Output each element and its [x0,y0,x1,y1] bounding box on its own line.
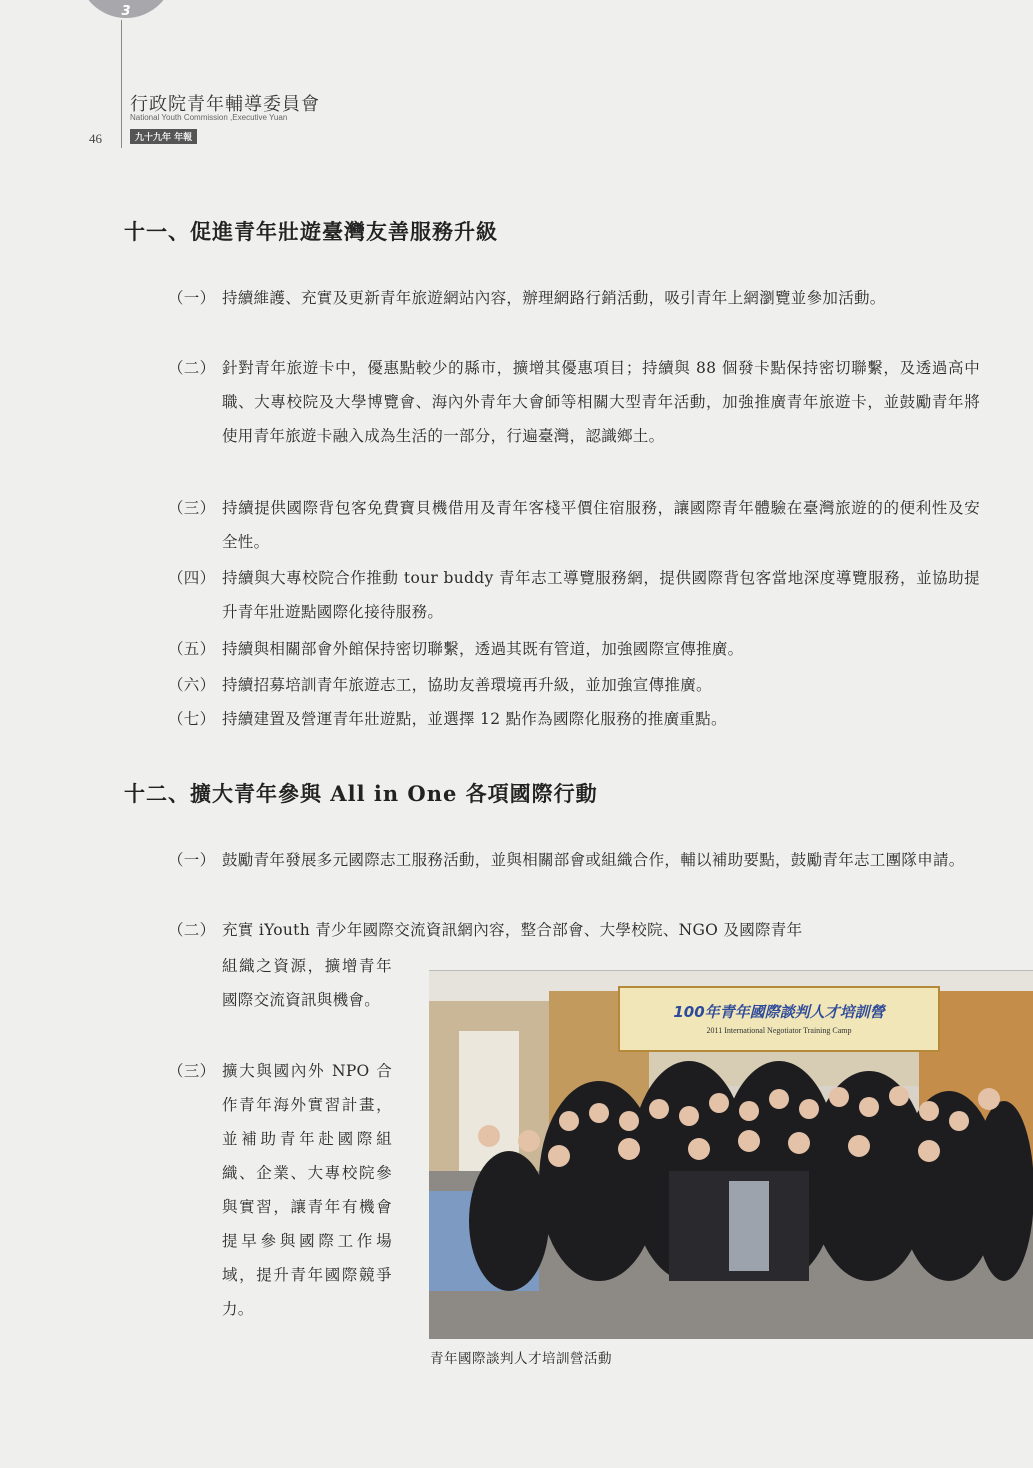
item-text: 鼓勵青年發展多元國際志工服務活動，並與相關部會或組織合作，輔以補助要點，鼓勵青年志工團隊申請。 [222,851,965,869]
section-12-item [168,913,980,947]
item-label: （一） [168,289,216,307]
section-11-item [168,281,980,315]
item-text: 持續建置及營運青年壯遊點，並選擇 12 點作為國際化服務的推廣重點。 [222,710,727,728]
item-label: （四） [168,569,216,587]
page-number: 46 [89,131,102,146]
item-text: 持續提供國際背包客免費寶貝機借用及青年客棧平價住宿服務，讓國際青年體驗在臺灣旅遊的的便利性及安全性。 [222,499,980,551]
section-11-item [168,491,980,559]
section-11-title: 十一、促進青年壯遊臺灣友善服務升級 [124,219,498,244]
item-text: 擴大與國內外 NPO 合作青年海外實習計畫，並補助青年赴國際組織、企業、大專校院參與實習，讓青年有機會提早參與國際工作場域，提升青年國際競爭力。 [222,1062,392,1318]
section-11-item [168,561,980,629]
photo-caption: 青年國際談判人才培訓營活動 [430,1351,612,1367]
banner-subtitle: 2011 International Negotiator Training Camp [706,1026,852,1035]
chapter-number: 3 [121,4,131,19]
item-text: 組織之資源，擴增青年國際交流資訊與機會。 [222,957,392,1009]
section-11-item [168,632,980,666]
section-11-item [168,668,980,702]
item-text: 充實 iYouth 青少年國際交流資訊網內容，整合部會、大學校院、NGO 及國際青年 [222,921,803,939]
section-12-item-continued [168,949,392,1017]
item-label: （七） [168,710,216,728]
item-text: 持續招募培訓青年旅遊志工，協助友善環境再升級，並加強宣傳推廣。 [222,676,712,694]
item-label: （一） [168,851,216,869]
item-label: （六） [168,676,216,694]
header-divider [121,20,122,148]
item-text: 持續與大專校院合作推動 tour buddy 青年志工導覽服務網，提供國際背包客當地深度導覽服務，並協助提升青年壯遊點國際化接待服務。 [222,569,980,621]
item-label: （三） [168,1062,216,1080]
section-12-item [168,843,980,877]
item-text: 持續與相關部會外館保持密切聯繫，透過其既有管道，加強國際宣傳推廣。 [222,640,744,658]
banner-title: 100年青年國際談判人才培訓營 [673,1003,885,1021]
item-label: （五） [168,640,216,658]
org-name-en: National Youth Commission ,Executive Yuan [130,113,288,122]
report-badge: 九十九年 年報 [130,129,197,144]
section-12-item [168,1054,392,1326]
org-name: 行政院青年輔導委員會 [130,94,320,115]
group-photo-illustration [429,971,1033,1339]
section-11-item [168,351,980,453]
item-label [168,949,222,1017]
item-label: （三） [168,499,216,517]
item-label: （二） [168,359,216,377]
item-text: 持續維護、充實及更新青年旅遊網站內容，辦理網路行銷活動，吸引青年上網瀏覽並參加活動。 [222,289,886,307]
item-text: 針對青年旅遊卡中，優惠點較少的縣市，擴增其優惠項目；持續與 88 個發卡點保持密切聯繫，及透過高中職、大專校院及大學博覽會、海內外青年大會師等相關大型青年活動，加強推廣青年旅遊卡，並鼓勵青年將使用青年旅遊卡融入成為生活的一部分，行遍臺灣，認識鄉土。 [222,359,980,445]
section-11-item [168,702,980,736]
event-photo [429,970,1033,1339]
item-label: （二） [168,921,216,939]
section-12-title: 十二、擴大青年參與 All in One 各項國際行動 [124,781,598,806]
